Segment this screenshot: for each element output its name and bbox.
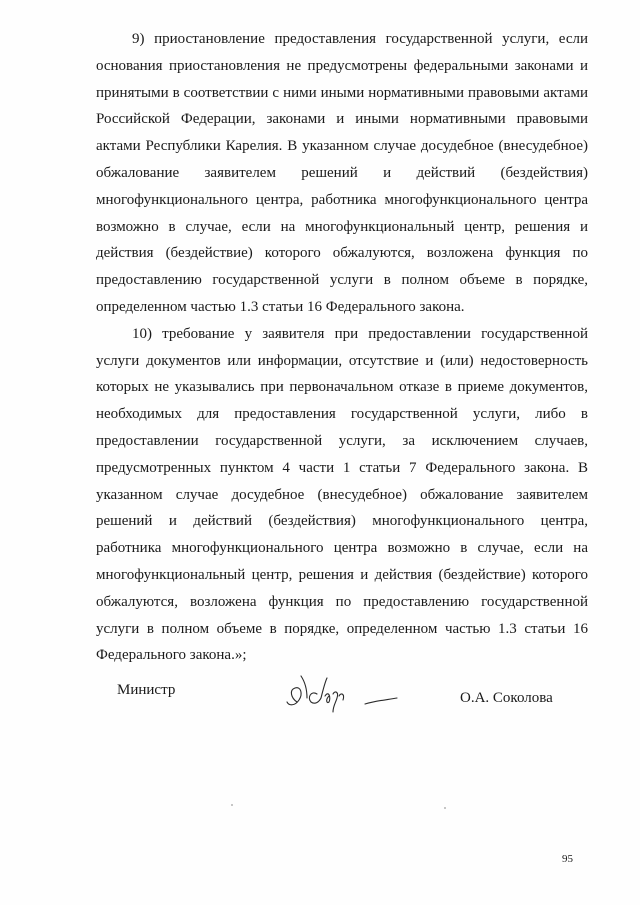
handwritten-signature-icon: [283, 668, 403, 720]
document-body: [96, 26, 588, 669]
signature-block: [0, 668, 640, 728]
paragraph-item-10: 10) требование у заявителя при предоставлении государственной услуги документов или информации, отсутствие и (или) недостоверность которых не указывались при первоначальном отказе в приеме документов, необходимых для предоставления государственной услуги, либо в предоставлении государственной услуги, за исключением случаев, предусмотренных пунктом 4 части 1 статьи 7 Федерального закона. В указанном случае досудебное (внесудебное) обжалование заявителем решений и действий (бездействия) многофункционального центра, работника многофункционального центра возможно в случае, если на многофункциональный центр, решения и действия (бездействие) которого обжалуются, возложена функция по предоставлению государственной услуги в полном объеме в порядке, определенном частью 1.3 статьи 16 Федерального закона.»;: [96, 325, 588, 664]
signer-name: О.А. Соколова: [460, 690, 553, 706]
scan-speck: [444, 807, 446, 809]
page-number: 95: [562, 853, 573, 865]
signer-position-label: Министр: [117, 682, 176, 698]
paragraph-item-9: 9) приостановление предоставления государственной услуги, если основания приостановления не предусмотрены федеральными законами и принятыми в соответствии с ними иными нормативными правовыми актами Российской Федерации, законами и иными нормативными правовыми актами Республики Карелия. В указанном случае досудебное (внесудебное) обжалование заявителем решений и действий (бездействия) многофункционального центра, работника многофункционального центра возможно в случае, если на многофункциональный центр, решения и действия (бездействие) которого обжалуются, возложена функция по предоставлению государственной услуги в полном объеме в порядке, определенном частью 1.3 статьи 16 Федерального закона.: [96, 31, 588, 315]
scan-speck: [231, 804, 233, 806]
